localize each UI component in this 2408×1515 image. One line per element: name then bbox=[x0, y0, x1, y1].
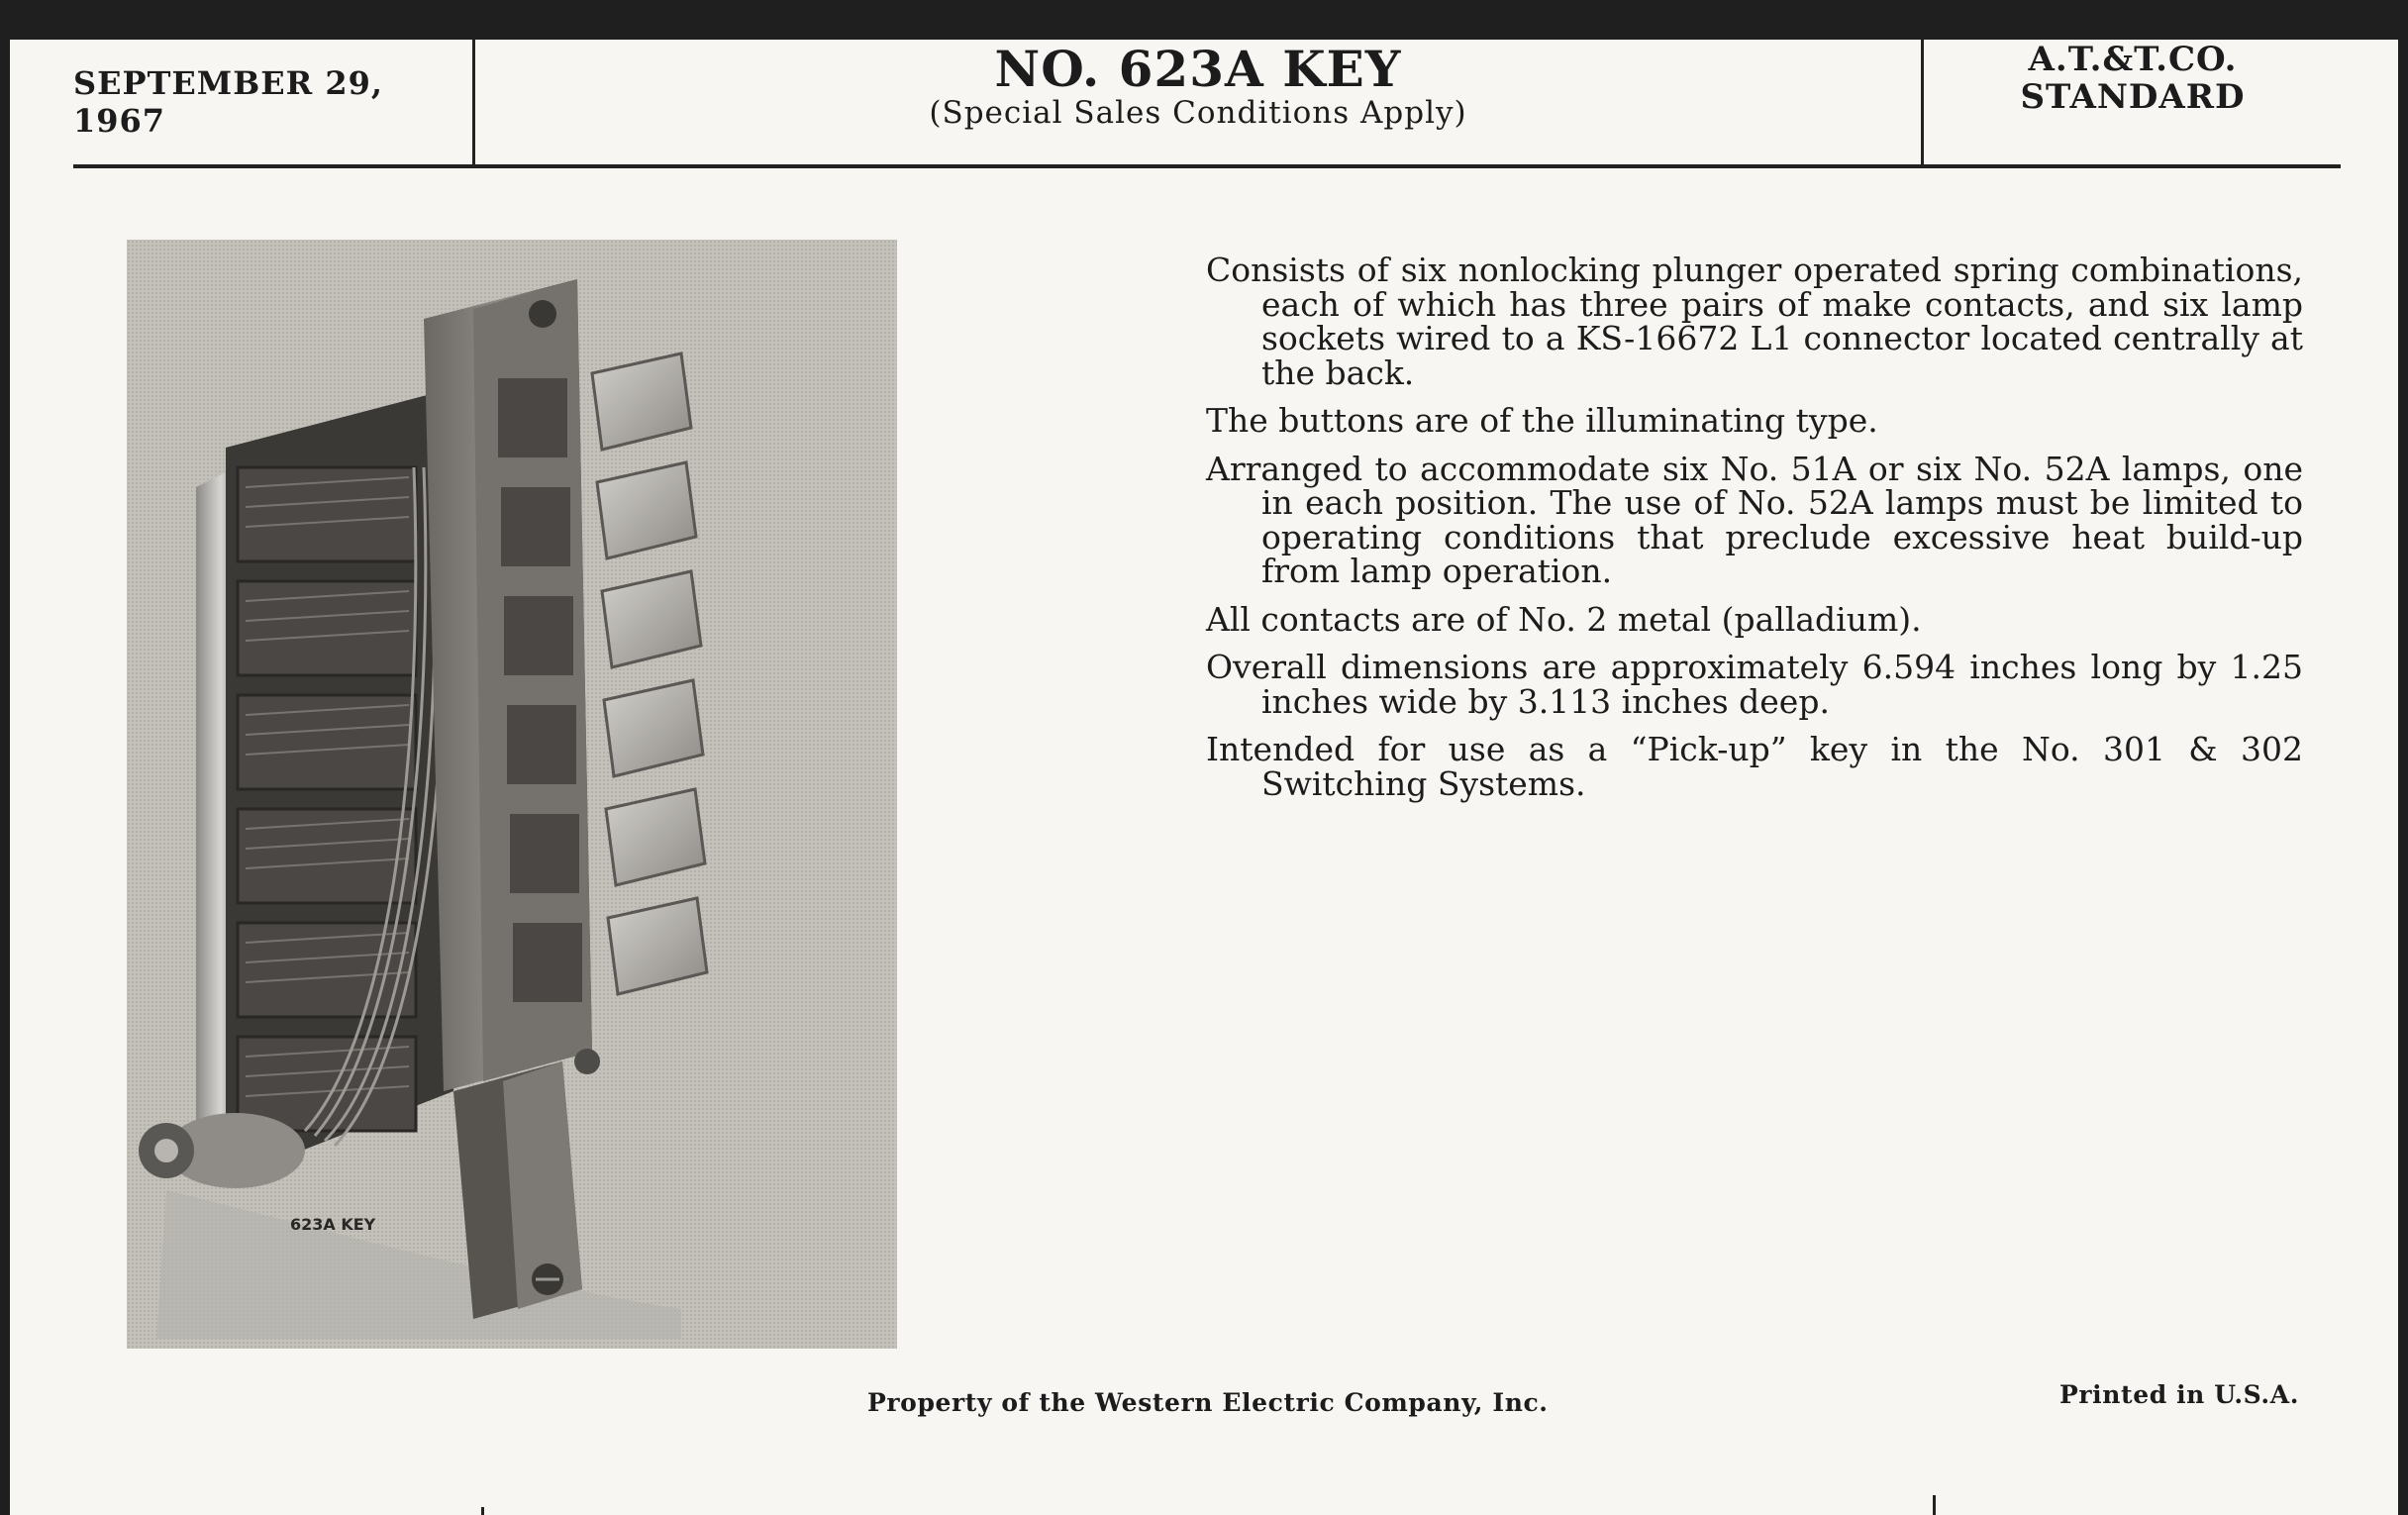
description-paragraph: Consists of six nonlocking plunger operated spring combinations, each of which has three pairs of make contacts, and six lamp sockets wired to a KS-16672 L1 connector located centrally at the back. bbox=[1206, 251, 2303, 392]
description-paragraph: The buttons are of the illuminating type. bbox=[1206, 401, 1878, 440]
print-location: Printed in U.S.A. bbox=[2059, 1380, 2300, 1409]
description-paragraph: Intended for use as a “Pick-up” key in the No. 301 & 302 Switching Systems. bbox=[1206, 730, 2303, 803]
page-title: NO. 623A KEY bbox=[994, 40, 1402, 98]
trim-mark bbox=[481, 1507, 484, 1515]
description-paragraph: Overall dimensions are approximately 6.594 inches long by 1.25 inches wide by 3.113 inches deep. bbox=[1206, 648, 2303, 721]
connector bbox=[139, 1113, 305, 1188]
product-photo bbox=[127, 240, 897, 1349]
property-notice: Property of the Western Electric Company, Inc. bbox=[867, 1388, 1549, 1417]
key-assembly-illustration bbox=[127, 240, 897, 1349]
spec-card bbox=[10, 40, 2398, 1515]
standard-label: STANDARD bbox=[2020, 77, 2246, 117]
description bbox=[1206, 253, 2303, 815]
page-subtitle: (Special Sales Conditions Apply) bbox=[929, 95, 1467, 131]
issue-date: SEPTEMBER 29, 1967 bbox=[73, 40, 475, 164]
standard-company: A.T.&T.CO. bbox=[2028, 40, 2238, 79]
card-header bbox=[73, 40, 2341, 168]
title-block bbox=[475, 40, 1924, 164]
trim-mark bbox=[1933, 1495, 1936, 1515]
description-paragraph: Arranged to accommodate six No. 51A or six No. 52A lamps, one in each position. The use of No. 52A lamps must be limited to operating conditions that preclude excessive heat build-up from lamp operation. bbox=[1206, 449, 2303, 590]
description-paragraph: All contacts are of No. 2 metal (palladium). bbox=[1206, 599, 1922, 639]
mounting-hole bbox=[529, 300, 556, 328]
standard-block bbox=[1925, 40, 2341, 164]
photo-caption: 623A KEY bbox=[290, 1215, 376, 1234]
